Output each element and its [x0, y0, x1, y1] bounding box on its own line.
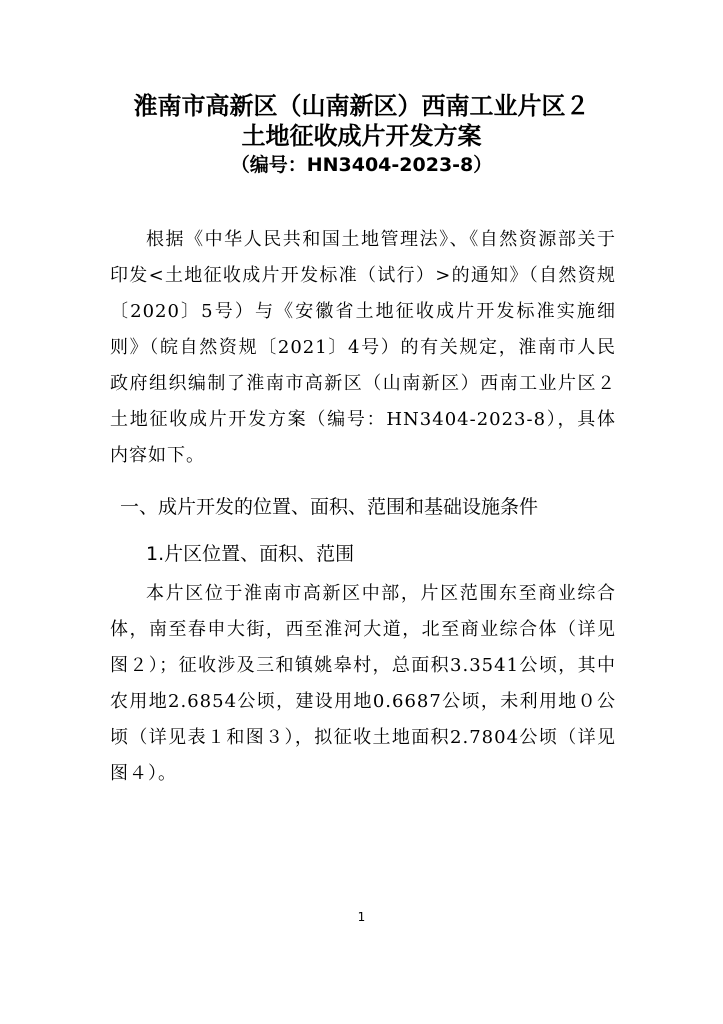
location-paragraph: 本片区位于淮南市高新区中部，片区范围东至商业综合体，南至春申大街，西至淮河大道，北至商业综合体（详见图２）；征收涉及三和镇姚皋村，总面积3.3541公顷，其中农用地2.6854公顷，建设用地0.6687公顷，未利用地０公顷（详见表１和图３），拟征收土地面积2.7804公顷（详见图４）。: [110, 583, 616, 784]
page-number: 1: [357, 910, 366, 924]
title-line-2: 土地征收成片开发方案: [241, 122, 482, 150]
intro-paragraph: 根据《中华人民共和国土地管理法》、《自然资源部关于印发<土地征收成片开发标准（试行）>的通知》（自然资规〔2020〕5号）与《安徽省土地征收成片开发标准实施细则》（皖自然资规〔2021〕4号）的有关规定，淮南市人民政府组织编制了淮南市高新区（山南新区）西南工业片区２土地征收成片开发方案（编号：HN3404-2023-8），具体内容如下。: [110, 229, 616, 466]
subsection-heading: 1.片区位置、面积、范围: [146, 543, 355, 565]
title-code: （编号：HN3404-2023-8）: [230, 154, 493, 176]
section-heading: 一、成片开发的位置、面积、范围和基础设施条件: [120, 496, 539, 518]
title-line-1: 淮南市高新区（山南新区）西南工业片区２: [133, 92, 590, 120]
